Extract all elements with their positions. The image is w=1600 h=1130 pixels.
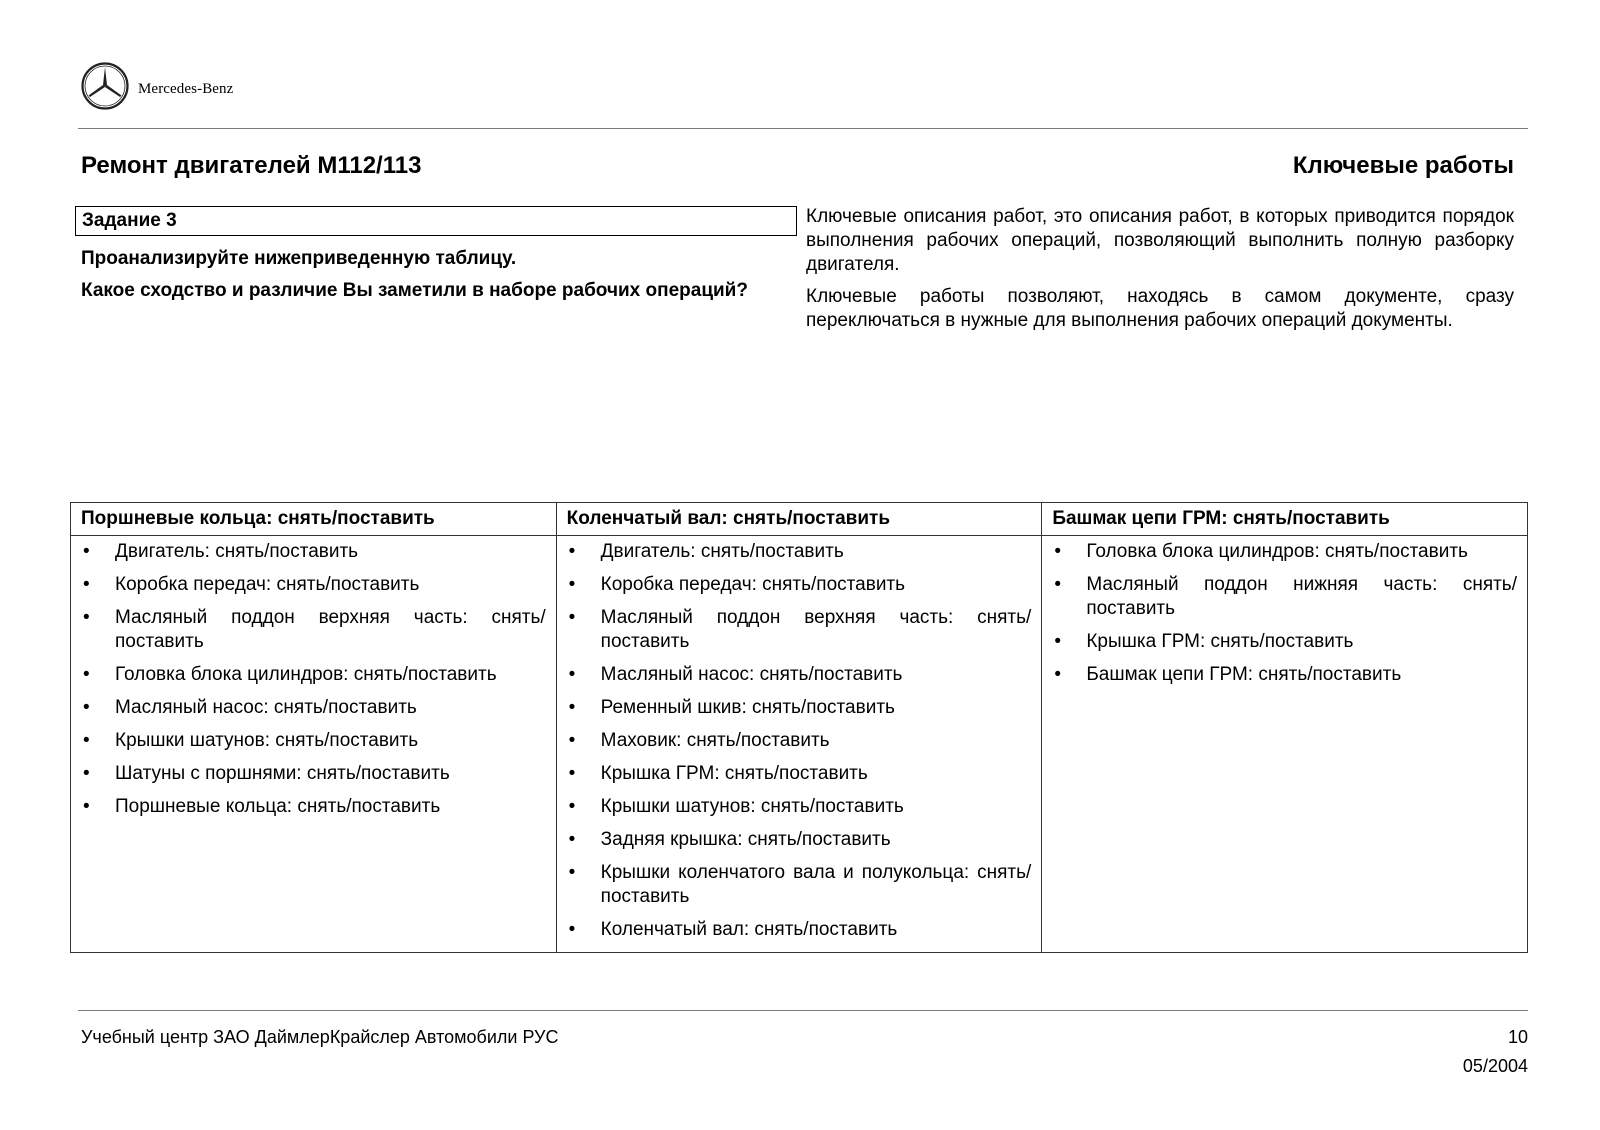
list-item: • Головка блока цилиндров: снять/поставить: [1052, 540, 1517, 564]
column-header-crankshaft: Коленчатый вал: снять/поставить: [556, 503, 1042, 536]
operations-list: [567, 540, 1032, 942]
list-item: • Двигатель: снять/поставить: [567, 540, 1032, 564]
list-item: • Крышки коленчатого вала и полукольца: снять/поставить: [567, 861, 1032, 909]
list-item: • Масляный поддон верхняя часть: снять/поставить: [81, 606, 546, 654]
three-pointed-star-icon: [80, 61, 130, 111]
list-item: • Башмак цепи ГРМ: снять/поставить: [1052, 663, 1517, 687]
list-item: • Маховик: снять/поставить: [567, 729, 1032, 753]
task-text: [81, 247, 793, 311]
list-item: • Масляный поддон нижняя часть: снять/поставить: [1052, 573, 1517, 621]
footer-organization: Учебный центр ЗАО ДаймлерКрайслер Автомобили РУС: [81, 1027, 559, 1047]
list-item: • Коленчатый вал: снять/поставить: [567, 918, 1032, 942]
list-item: • Головка блока цилиндров: снять/поставить: [81, 663, 546, 687]
list-item: • Ременный шкив: снять/поставить: [567, 696, 1032, 720]
list-item: • Крышка ГРМ: снять/поставить: [1052, 630, 1517, 654]
list-item: • Коробка передач: снять/поставить: [81, 573, 546, 597]
list-item: • Задняя крышка: снять/поставить: [567, 828, 1032, 852]
task-label: Задание 3: [82, 210, 177, 231]
list-item: • Шатуны с поршнями: снять/поставить: [81, 762, 546, 786]
column-cell-piston-rings: [71, 536, 557, 953]
description-paragraph-1: Ключевые описания работ, это описания работ, в которых приводится порядок выполнения рабочих операций, позволяющий выполнить полную разборку двигателя.: [806, 206, 1514, 275]
description-text: [806, 205, 1514, 341]
list-item: • Крышки шатунов: снять/поставить: [567, 795, 1032, 819]
brand-name: Mercedes-Benz: [138, 80, 234, 97]
list-item: • Масляный насос: снять/поставить: [567, 663, 1032, 687]
description-paragraph-2: Ключевые работы позволяют, находясь в самом документе, сразу переключаться в нужные для выполнения рабочих операций документы.: [806, 286, 1514, 331]
footer-date: 05/2004: [1462, 1056, 1528, 1076]
list-item: • Крышки шатунов: снять/поставить: [81, 729, 546, 753]
footer-divider: [78, 1010, 1528, 1011]
list-item: • Поршневые кольца: снять/поставить: [81, 795, 546, 819]
list-item: • Двигатель: снять/поставить: [81, 540, 546, 564]
column-cell-chain-guide: [1042, 536, 1528, 953]
table-header-row: [71, 503, 1528, 536]
column-header-piston-rings: Поршневые кольца: снять/поставить: [71, 503, 557, 536]
task-question: Какое сходство и различие Вы заметили в наборе рабочих операций?: [81, 280, 748, 301]
list-item: • Крышка ГРМ: снять/поставить: [567, 762, 1032, 786]
page-number: 10: [1507, 1027, 1528, 1047]
operations-list: [1052, 540, 1517, 687]
operations-table: [70, 502, 1528, 953]
page-title: Ремонт двигателей M112/113: [81, 152, 422, 179]
list-item: • Коробка передач: снять/поставить: [567, 573, 1032, 597]
operations-list: [81, 540, 546, 819]
list-item: • Масляный насос: снять/поставить: [81, 696, 546, 720]
header-divider: [78, 128, 1528, 129]
table-row: [71, 536, 1528, 953]
column-cell-crankshaft: [556, 536, 1042, 953]
section-title: Ключевые работы: [1292, 152, 1514, 179]
column-header-chain-guide: Башмак цепи ГРМ: снять/поставить: [1042, 503, 1528, 536]
task-box: [75, 206, 797, 236]
task-instruction: Проанализируйте нижеприведенную таблицу.: [81, 248, 517, 269]
brand-logo: [80, 60, 233, 112]
list-item: • Масляный поддон верхняя часть: снять/поставить: [567, 606, 1032, 654]
